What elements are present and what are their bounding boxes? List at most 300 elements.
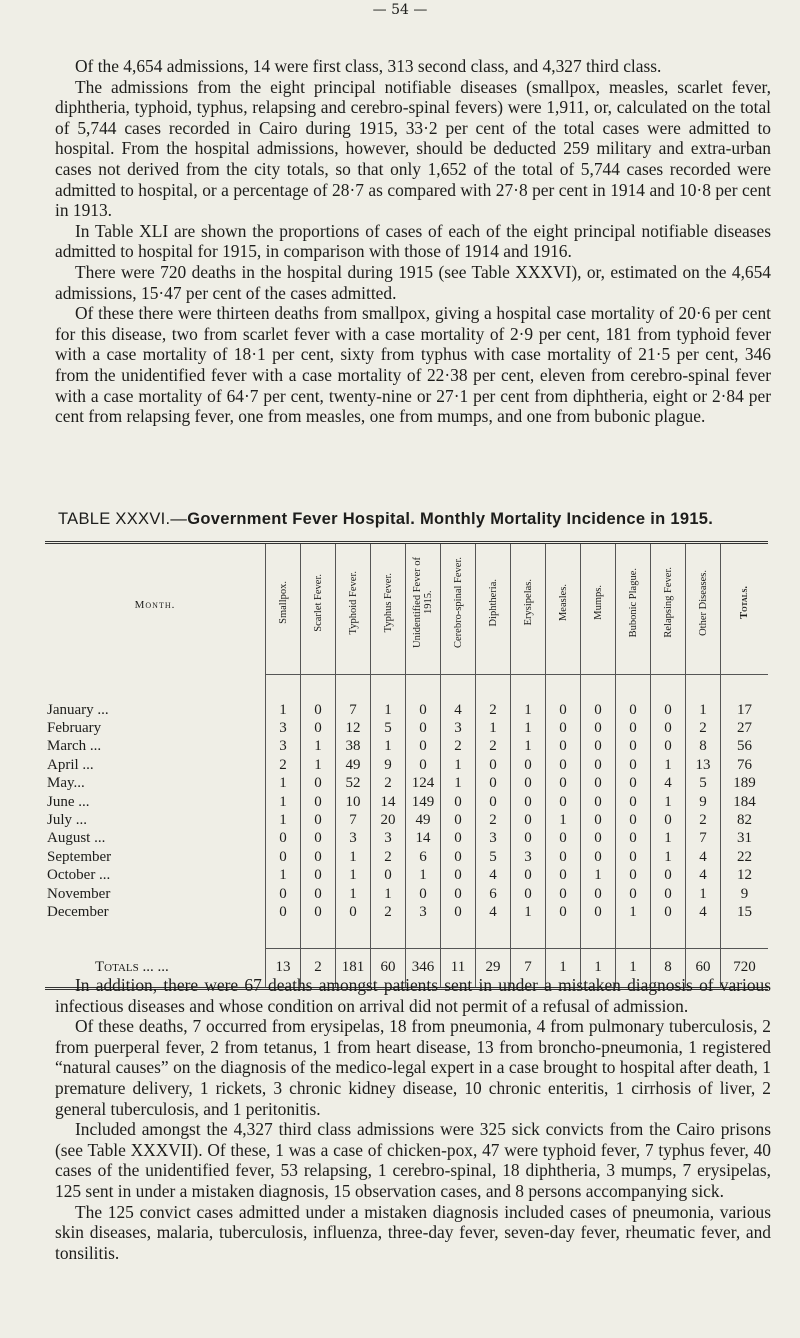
table-cell: 14 <box>371 793 406 811</box>
table-row <box>45 756 768 774</box>
paragraph: Of these deaths, 7 occurred from erysipelas, 18 from pneumonia, 4 from pulmonary tuberculosis, 2 from puerperal fever, 2 from tetanus, 1 from heart disease, 13 from broncho-pneumonia, 1 registered “natural causes” on the diagnosis of the medico-legal expert in a case brought to hospital after death, 1 premature delivery, 1 rickets, 3 chronic kidney disease, 10 chronic enteritis, 1 cirrhosis of liver, 2 general tuberculosis, and 1 peritonitis. <box>55 1016 771 1119</box>
table-cell: 29 <box>476 948 511 988</box>
table-cell: 2 <box>476 811 511 829</box>
table-cell: 124 <box>406 775 441 793</box>
table-cell: 7 <box>511 948 546 988</box>
paragraph: The admissions from the eight principal notifiable diseases (smallpox, measles, scarlet fever, diphtheria, typhoid, typhus, relapsing and cerebro-spinal fevers) were 1,911, or, calculated on the total of 5,744 cases recorded in Cairo during 1915, 33·2 per cent of the total cases were admitted to hospital. From the hospital admissions, however, should be deducted 259 military and extra-urban cases not derived from the city totals, so that only 1,652 of the total of 5,744 cases recorded were admitted to hospital, or a percentage of 28·7 as compared with 27·8 per cent in 1914 and 10·8 per cent in 1913. <box>55 76 771 221</box>
table-cell: 1 <box>546 948 581 988</box>
table-cell: 38 <box>336 738 371 756</box>
table-cell <box>371 666 406 675</box>
table-cell <box>721 922 769 949</box>
table-cell: 1 <box>511 701 546 719</box>
table-cell <box>581 675 616 702</box>
row-label: April ... <box>45 756 266 774</box>
table-cell <box>651 922 686 949</box>
table-cell: 0 <box>581 775 616 793</box>
table-cell: 0 <box>406 885 441 903</box>
table-cell: 9 <box>686 793 721 811</box>
table-cell: 2 <box>686 719 721 737</box>
table-cell <box>301 922 336 949</box>
column-header <box>651 543 686 667</box>
table-cell: 60 <box>371 948 406 988</box>
column-header <box>511 543 546 667</box>
row-label: January ... <box>45 701 266 719</box>
table-cell: 52 <box>336 775 371 793</box>
table-cell: 3 <box>266 719 301 737</box>
table-cell: 4 <box>651 775 686 793</box>
table-cell: 1 <box>301 756 336 774</box>
table-cell: 4 <box>476 903 511 921</box>
table-cell: 0 <box>581 756 616 774</box>
row-label: July ... <box>45 811 266 829</box>
table-cell <box>651 666 686 675</box>
column-header <box>336 543 371 667</box>
table-cell: 4 <box>476 867 511 885</box>
table-cell: 2 <box>686 811 721 829</box>
column-header-label: Other Diseases. <box>697 569 709 636</box>
column-header <box>546 543 581 667</box>
table-cell <box>616 675 651 702</box>
table-cell: 0 <box>266 830 301 848</box>
table-cell: 4 <box>686 867 721 885</box>
table-cell <box>546 666 581 675</box>
table-cell: 2 <box>371 848 406 866</box>
table-cell: 7 <box>686 830 721 848</box>
table-cell <box>546 675 581 702</box>
table-cell: 189 <box>733 775 756 792</box>
table-cell <box>686 666 721 675</box>
table-cell: 3 <box>511 848 546 866</box>
table-cell: 0 <box>651 719 686 737</box>
table-cell: 0 <box>546 701 581 719</box>
table-cell: 184 <box>733 793 756 810</box>
table-cell: 0 <box>616 793 651 811</box>
table-cell <box>651 675 686 702</box>
column-header-label: Diphtheria. <box>487 578 499 627</box>
row-label <box>45 666 266 675</box>
table-cell <box>406 922 441 949</box>
table-cell: 0 <box>546 867 581 885</box>
table-row <box>45 701 768 719</box>
table-cell: 0 <box>546 848 581 866</box>
table-cell: 1 <box>686 885 721 903</box>
table-cell: 0 <box>616 719 651 737</box>
table-title <box>58 510 778 529</box>
table-cell: 1 <box>616 948 651 988</box>
column-header-label: Totals. <box>739 586 750 619</box>
table-cell <box>441 675 476 702</box>
table-cell: 0 <box>266 848 301 866</box>
table-cell: 0 <box>651 885 686 903</box>
table-cell: 0 <box>301 830 336 848</box>
table-cell: 1 <box>441 775 476 793</box>
table-cell: 0 <box>651 811 686 829</box>
column-header <box>266 543 301 667</box>
column-header-label: Relapsing Fever. <box>662 567 674 638</box>
table-cell: 1 <box>511 738 546 756</box>
table-cell: 0 <box>476 793 511 811</box>
table-cell: 2 <box>476 701 511 719</box>
table-cell: 5 <box>371 719 406 737</box>
table-cell: 0 <box>616 811 651 829</box>
row-label: February <box>45 719 266 737</box>
table-cell: 1 <box>651 756 686 774</box>
table-cell: 1 <box>651 848 686 866</box>
table-cell: 0 <box>441 848 476 866</box>
table-cell: 9 <box>371 756 406 774</box>
table-cell: 0 <box>511 793 546 811</box>
paragraph: In addition, there were 67 deaths amongst patients sent in under a mistaken diagnosis of various infectious diseases and whose condition on arrival did not permit of a refusal of admission. <box>55 975 771 1016</box>
table-cell <box>476 666 511 675</box>
table-cell: 0 <box>616 848 651 866</box>
table-cell: 1 <box>546 811 581 829</box>
row-label: November <box>45 885 266 903</box>
table-cell <box>406 666 441 675</box>
table-cell: 0 <box>476 756 511 774</box>
paragraph: In Table XLI are shown the proportions of cases of each of the eight principal notifiable diseases admitted to hospital for 1915, in comparison with those of 1914 and 1916. <box>55 220 771 262</box>
table-cell: 0 <box>476 775 511 793</box>
table-cell: 20 <box>371 811 406 829</box>
table-cell: 1 <box>511 903 546 921</box>
table-cell: 0 <box>441 830 476 848</box>
table-cell: 3 <box>371 830 406 848</box>
table-cell <box>441 666 476 675</box>
table-cell: 0 <box>581 719 616 737</box>
column-header-label: Measles. <box>557 583 569 622</box>
table-cell: 2 <box>266 756 301 774</box>
column-header <box>616 543 651 667</box>
column-header <box>371 543 406 667</box>
table-cell: 0 <box>546 775 581 793</box>
table-cell: 1 <box>336 885 371 903</box>
table-cell: 1 <box>476 719 511 737</box>
row-label: Totals ... ... <box>45 948 266 988</box>
table-cell <box>371 675 406 702</box>
table-row <box>45 793 768 811</box>
body-text-top <box>55 56 771 427</box>
table-cell: 27 <box>737 720 752 737</box>
table-cell: 7 <box>336 811 371 829</box>
table-cell <box>406 675 441 702</box>
column-header <box>581 543 616 667</box>
table-cell: 0 <box>301 867 336 885</box>
table-cell <box>371 922 406 949</box>
table-cell: 181 <box>336 948 371 988</box>
table-cell: 1 <box>651 830 686 848</box>
table-cell <box>721 666 769 675</box>
table-cell: 0 <box>581 830 616 848</box>
paragraph: Of the 4,654 admissions, 14 were first class, 313 second class, and 4,327 third class. <box>75 56 662 76</box>
column-header-label: Bubonic Plague. <box>627 567 639 638</box>
table-row <box>45 775 768 793</box>
table-cell: 12 <box>737 867 752 884</box>
table-cell: 0 <box>581 738 616 756</box>
row-label <box>45 675 266 702</box>
column-header <box>406 543 441 667</box>
table-cell: 0 <box>301 848 336 866</box>
table-row <box>45 719 768 737</box>
table-cell: 0 <box>581 811 616 829</box>
table-caption: Government Fever Hospital. Monthly Mortality Incidence in 1915. <box>187 510 714 528</box>
column-header-label: Typhus Fever. <box>382 572 394 633</box>
table-cell: 1 <box>406 867 441 885</box>
table-cell: 0 <box>406 756 441 774</box>
table-cell: 82 <box>737 812 752 829</box>
table-cell: 8 <box>651 948 686 988</box>
table-header-row <box>45 543 768 667</box>
table-cell: 0 <box>546 719 581 737</box>
table-cell: 0 <box>406 701 441 719</box>
table-cell: 1 <box>581 867 616 885</box>
table-cell: 15 <box>737 903 752 920</box>
table-cell: 0 <box>616 738 651 756</box>
table-row <box>45 830 768 848</box>
table-cell: 1 <box>266 867 301 885</box>
table-cell: 1 <box>266 811 301 829</box>
column-header-label: Cerebro-spinal Fever. <box>452 557 464 648</box>
table-cell: 0 <box>266 885 301 903</box>
month-header: Month. <box>45 543 266 667</box>
table-row <box>45 675 768 702</box>
table-cell: 1 <box>651 793 686 811</box>
table-cell: 1 <box>371 701 406 719</box>
table-cell: 0 <box>266 903 301 921</box>
table-cell: 1 <box>686 701 721 719</box>
column-header <box>476 543 511 667</box>
table-row <box>45 666 768 675</box>
table-cell: 2 <box>441 738 476 756</box>
table-cell: 0 <box>581 848 616 866</box>
table-cell: 9 <box>740 885 749 902</box>
table-row <box>45 903 768 921</box>
table-cell: 0 <box>581 793 616 811</box>
table-cell: 49 <box>336 756 371 774</box>
table-cell: 0 <box>651 867 686 885</box>
table-cell: 1 <box>266 775 301 793</box>
table-cell: 0 <box>511 885 546 903</box>
table-row <box>45 738 768 756</box>
table-cell: 56 <box>737 738 752 755</box>
table-cell: 1 <box>616 903 651 921</box>
table-cell: 2 <box>371 903 406 921</box>
table-cell <box>336 675 371 702</box>
table-cell <box>511 922 546 949</box>
row-label: October ... <box>45 867 266 885</box>
table-cell: 0 <box>651 701 686 719</box>
table-cell <box>266 675 301 702</box>
table-cell: 1 <box>511 719 546 737</box>
table-cell: 3 <box>406 903 441 921</box>
table-cell: 0 <box>546 830 581 848</box>
table-row <box>45 811 768 829</box>
table-cell <box>616 666 651 675</box>
table-cell: 17 <box>737 701 752 718</box>
table-cell <box>581 666 616 675</box>
table-cell: 0 <box>651 903 686 921</box>
table-cell <box>336 922 371 949</box>
table-row <box>45 922 768 949</box>
table-cell: 0 <box>301 775 336 793</box>
column-header <box>441 543 476 667</box>
table-row <box>45 885 768 903</box>
table-cell: 0 <box>441 885 476 903</box>
page-number: — 54 — <box>372 2 428 18</box>
table-cell: 0 <box>546 903 581 921</box>
table-cell <box>336 666 371 675</box>
table-cell: 0 <box>441 903 476 921</box>
table-cell: 0 <box>616 701 651 719</box>
column-header-label: Scarlet Fever. <box>312 573 324 632</box>
table-cell: 4 <box>686 848 721 866</box>
table-row <box>45 848 768 866</box>
table-cell <box>511 675 546 702</box>
table-cell <box>686 675 721 702</box>
table-cell <box>266 922 301 949</box>
table-cell: 0 <box>511 756 546 774</box>
table-cell: 3 <box>336 830 371 848</box>
table-cell: 0 <box>301 885 336 903</box>
table-cell: 3 <box>441 719 476 737</box>
table-cell: 0 <box>441 811 476 829</box>
table-cell: 60 <box>686 948 721 988</box>
row-label: September <box>45 848 266 866</box>
table-cell: 0 <box>616 885 651 903</box>
column-header-label: Smallpox. <box>277 581 289 624</box>
table-cell: 49 <box>406 811 441 829</box>
table-cell: 0 <box>511 867 546 885</box>
table-cell: 149 <box>406 793 441 811</box>
table-cell: 0 <box>616 830 651 848</box>
table-cell <box>301 666 336 675</box>
table-cell: 6 <box>406 848 441 866</box>
table-cell: 0 <box>301 903 336 921</box>
column-header-label: Unidentified Fever of 1915. <box>412 557 434 648</box>
table-cell: 0 <box>511 830 546 848</box>
row-label: March ... <box>45 738 266 756</box>
table-cell: 0 <box>301 719 336 737</box>
table-cell <box>301 675 336 702</box>
table-cell <box>476 922 511 949</box>
table-cell: 0 <box>371 867 406 885</box>
row-label <box>45 922 266 949</box>
table-cell: 6 <box>476 885 511 903</box>
table-cell: 0 <box>546 793 581 811</box>
table-cell: 1 <box>266 793 301 811</box>
body-text-bottom <box>55 975 771 1263</box>
table-cell <box>686 922 721 949</box>
table-row <box>45 867 768 885</box>
table-cell <box>441 922 476 949</box>
row-label: December <box>45 903 266 921</box>
table-cell: 0 <box>301 701 336 719</box>
table-cell: 0 <box>651 738 686 756</box>
table-cell: 0 <box>301 811 336 829</box>
table-cell: 1 <box>266 701 301 719</box>
table-cell: 13 <box>266 948 301 988</box>
table-cell: 720 <box>733 959 756 976</box>
table-cell: 0 <box>616 775 651 793</box>
table-cell: 1 <box>441 756 476 774</box>
table-cell: 31 <box>737 830 752 847</box>
row-label: May... <box>45 775 266 793</box>
table-cell: 0 <box>546 738 581 756</box>
column-header-label: Mumps. <box>592 585 604 620</box>
table-cell: 7 <box>336 701 371 719</box>
table-cell <box>581 922 616 949</box>
row-label: August ... <box>45 830 266 848</box>
table-cell: 0 <box>336 903 371 921</box>
table-cell <box>721 675 769 702</box>
row-label: June ... <box>45 793 266 811</box>
table-cell: 0 <box>406 738 441 756</box>
paragraph: There were 720 deaths in the hospital during 1915 (see Table XXXVI), or, estimated on the 4,654 admissions, 15·47 per cent of the cases admitted. <box>55 261 771 303</box>
table-cell: 0 <box>441 867 476 885</box>
table-cell: 1 <box>301 738 336 756</box>
table-cell: 0 <box>546 885 581 903</box>
column-header <box>301 543 336 667</box>
table-cell: 5 <box>686 775 721 793</box>
table-cell: 14 <box>406 830 441 848</box>
table-cell: 0 <box>546 756 581 774</box>
table-cell: 4 <box>441 701 476 719</box>
table-cell: 0 <box>616 867 651 885</box>
table-cell: 0 <box>301 793 336 811</box>
table-cell: 2 <box>476 738 511 756</box>
table-cell: 0 <box>406 719 441 737</box>
table-cell <box>616 922 651 949</box>
table-cell: 10 <box>336 793 371 811</box>
table-cell: 0 <box>581 701 616 719</box>
mortality-table <box>45 541 768 990</box>
table-cell: 1 <box>371 738 406 756</box>
column-header <box>721 543 769 667</box>
table-cell <box>476 675 511 702</box>
table-cell: 0 <box>511 811 546 829</box>
table-cell: 22 <box>737 848 752 865</box>
column-header <box>686 543 721 667</box>
table-cell <box>266 666 301 675</box>
paragraph: Included amongst the 4,327 third class admissions were 325 sick convicts from the Cairo prisons (see Table XXXVII). Of these, 1 was a case of chicken-pox, 47 were typhoid fever, 7 typhus fever, 40 cases of the unidentified fever, 53 relapsing, 1 cerebro-spinal, 18 diphtheria, 3 mumps, 7 erysipelas, 125 sent in under a mistaken diagnosis, 15 observation cases, and 8 persons accompanying sick. <box>55 1119 771 1201</box>
table-cell: 13 <box>686 756 721 774</box>
table-cell: 0 <box>581 903 616 921</box>
table-cell: 2 <box>371 775 406 793</box>
table-cell: 0 <box>581 885 616 903</box>
table-cell: 4 <box>686 903 721 921</box>
table-cell: 2 <box>301 948 336 988</box>
table-cell: 11 <box>441 948 476 988</box>
table-cell: 0 <box>441 793 476 811</box>
table-cell: 0 <box>511 775 546 793</box>
table-cell: 1 <box>371 885 406 903</box>
table-cell <box>546 922 581 949</box>
table-cell: 1 <box>336 867 371 885</box>
column-header-label: Erysipelas. <box>522 579 534 626</box>
table-cell: 0 <box>616 756 651 774</box>
table-cell: 8 <box>686 738 721 756</box>
table-cell: 3 <box>266 738 301 756</box>
table-cell: 5 <box>476 848 511 866</box>
table-cell: 1 <box>336 848 371 866</box>
table-cell: 3 <box>476 830 511 848</box>
table-cell <box>511 666 546 675</box>
paragraph: The 125 convict cases admitted under a mistaken diagnosis included cases of pneumonia, various skin diseases, malaria, tuberculosis, influenza, three-day fever, seven-day fever, rheumatic fever, and tonsilitis. <box>55 1201 771 1263</box>
table-cell: 76 <box>737 756 752 773</box>
table-cell: 346 <box>406 948 441 988</box>
table-cell: 1 <box>581 948 616 988</box>
paragraph: Of these there were thirteen deaths from smallpox, giving a hospital case mortality of 20·6 per cent for this disease, two from scarlet fever with a case mortality of 2·9 per cent, 181 from typhoid fever with a case mortality of 18·1 per cent, sixty from typhus with case mortality of 21·5 per cent, 346 from the unidentified fever with a case mortality of 22·38 per cent, eleven from cerebro-spinal fever with a case mortality of 64·7 per cent, twenty-nine or 27·1 per cent from diphtheria, eight or 2·84 per cent from relapsing fever, one from measles, one from mumps, and one from bubonic plague. <box>55 303 771 427</box>
table-cell: 12 <box>336 719 371 737</box>
column-header-label: Typhoid Fever. <box>347 570 359 635</box>
